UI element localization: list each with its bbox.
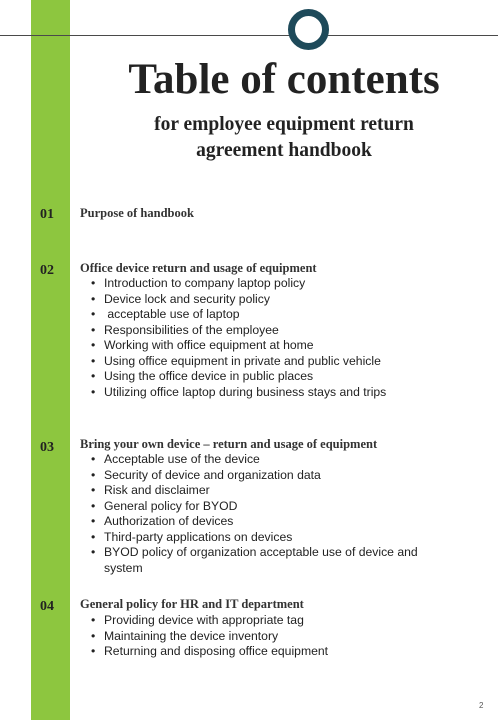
list-item: • General policy for BYOD [80,499,434,515]
list-item: • Acceptable use of the device [80,452,434,468]
section-number: 04 [40,599,54,614]
page-number: 2 [479,701,484,710]
page-title: Table of contents [128,56,440,103]
section-number: 01 [40,207,54,222]
list-item: • Third-party applications on devices [80,530,434,546]
list-item: • Returning and disposing office equipment [80,644,328,660]
page-subtitle [70,112,498,164]
list-item: • Risk and disclaimer [80,483,434,499]
section-item-list [80,613,328,660]
list-item: • Utilizing office laptop during business stays and trips [80,385,386,401]
list-item: • acceptable use of laptop [80,307,386,323]
section-item-list [80,452,434,576]
subtitle-line-2: agreement handbook [196,140,372,161]
list-item: • Device lock and security policy [80,292,386,308]
list-item: • Authorization of devices [80,514,434,530]
list-item: • Security of device and organization data [80,468,434,484]
list-item: • Using office equipment in private and public vehicle [80,354,386,370]
section-item-list [80,276,386,400]
section-number: 03 [40,440,54,455]
list-item: • Maintaining the device inventory [80,629,328,645]
list-item: • Providing device with appropriate tag [80,613,328,629]
list-item: • BYOD policy of organization acceptable use of device and system [80,545,434,576]
list-item: • Working with office equipment at home [80,338,386,354]
section-heading: Purpose of handbook [80,206,194,220]
list-item: • Using the office device in public places [80,369,386,385]
subtitle-line-1: for employee equipment return [154,114,414,135]
ring-icon [288,9,329,50]
section-heading: Office device return and usage of equipment [80,261,317,275]
section-number: 02 [40,263,54,278]
section-heading: General policy for HR and IT department [80,597,304,611]
list-item: • Introduction to company laptop policy [80,276,386,292]
list-item: • Responsibilities of the employee [80,323,386,339]
section-heading: Bring your own device – return and usage of equipment [80,437,378,451]
top-rule-right [236,35,498,36]
